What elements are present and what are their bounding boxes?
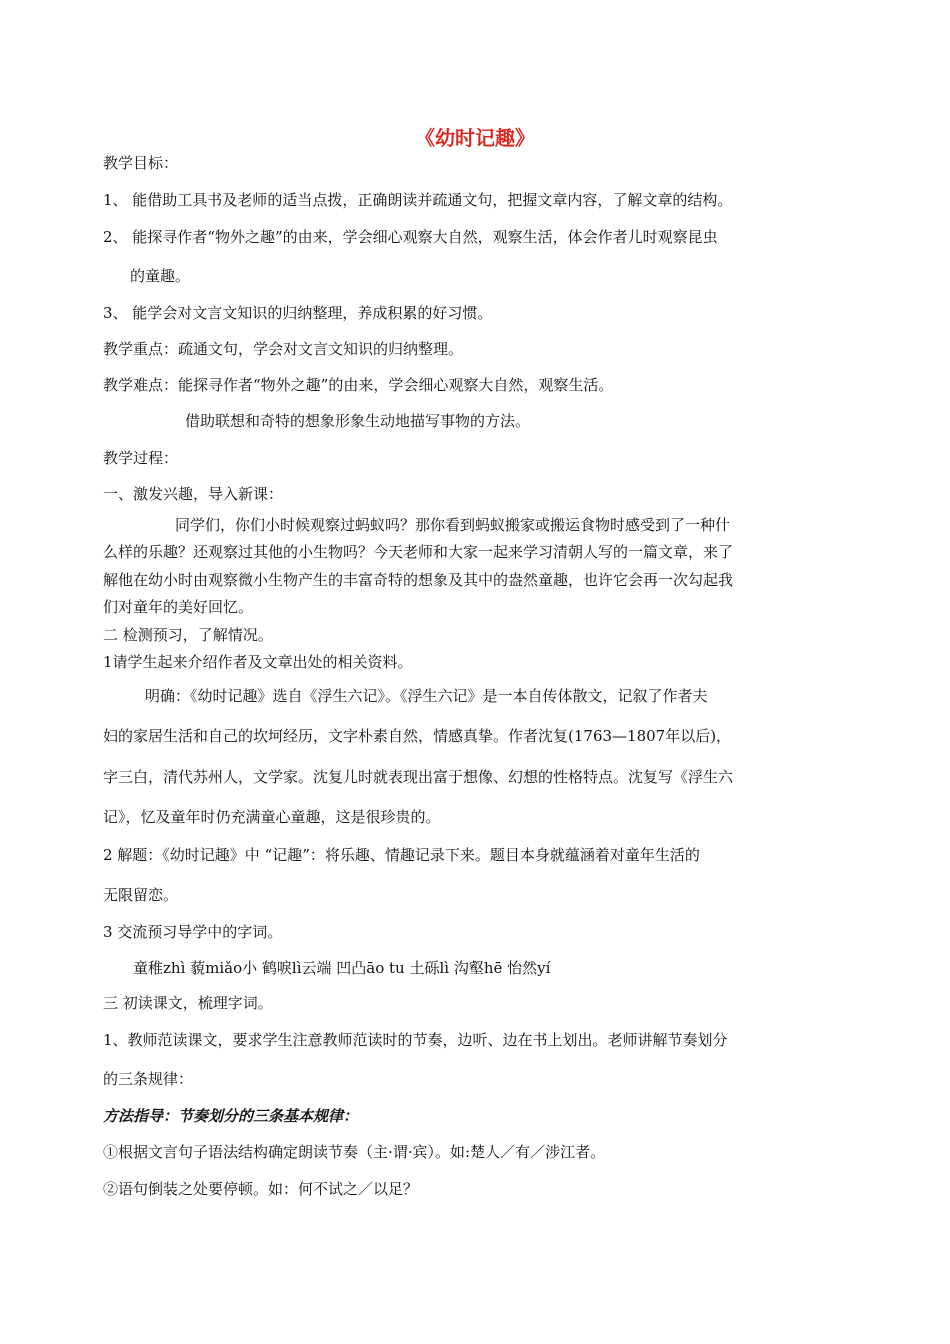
goal-2: 2、 能探寻作者“物外之趣”的由来，学会细心观察大自然，观察生活，体会作者儿时观察昆虫 bbox=[103, 228, 718, 246]
section1-heading: 一、激发兴趣，导入新课： bbox=[103, 485, 284, 503]
process-heading: 教学过程： bbox=[103, 449, 179, 467]
clarify-line-4: 记》，忆及童年时仍充满童心童趣，这是很珍贵的。 bbox=[103, 808, 441, 826]
clarify-line-2: 妇的家居生活和自己的坎坷经历，文字朴素自然，情感真挚。作者沈复(1763—1807年以后)， bbox=[103, 727, 732, 745]
rule-1: ①根据文言句子语法结构确定朗读节奏（主·谓·宾）。如:楚人／有／涉江者。 bbox=[103, 1143, 606, 1161]
clarify-line-1: 明确：《幼时记趣》选自《浮生六记》。《浮生六记》是一本自传体散文，记叙了作者夫 bbox=[145, 687, 708, 705]
item-2-cont: 无限留恋。 bbox=[103, 886, 179, 904]
section1-line-2: 么样的乐趣？还观察过其他的小生物吗？今天老师和大家一起来学习清朝人写的一篇文章，来了 bbox=[103, 543, 734, 561]
section3-heading: 三 初读课文，梳理字词。 bbox=[103, 994, 273, 1012]
goal-3: 3、 能学会对文言文知识的归纳整理，养成积累的好习惯。 bbox=[103, 304, 493, 322]
goals-heading: 教学目标： bbox=[103, 154, 179, 172]
key-point: 教学重点：疏通文句，学会对文言文知识的归纳整理。 bbox=[103, 340, 464, 358]
difficulty-cont: 借助联想和奇特的想象形象生动地描写事物的方法。 bbox=[185, 412, 531, 430]
rule-2: ②语句倒装之处要停顿。如：何不试之／以足？ bbox=[103, 1180, 419, 1198]
section1-line-1: 同学们，你们小时候观察过蚂蚁吗？那你看到蚂蚁搬家或搬运食物时感受到了一种什 bbox=[175, 516, 731, 534]
section1-line-3: 解他在幼小时由观察微小生物产生的丰富奇特的想象及其中的盎然童趣，也许它会再一次勾起我 bbox=[103, 571, 734, 589]
item-3: 3 交流预习导学中的字词。 bbox=[103, 923, 283, 941]
method-heading: 方法指导：节奏划分的三条基本规律： bbox=[103, 1107, 359, 1125]
vocab-list: 童稚zhì 藐miǎo小 鹤唳lì云端 凹凸āo tu 土砾lì 沟壑hē 怡然yí bbox=[133, 959, 551, 977]
document-title: 《幼时记趣》 bbox=[415, 126, 535, 150]
item-2: 2 解题：《幼时记趣》中 “记趣”：将乐趣、情趣记录下来。题目本身就蕴涵着对童年生活的 bbox=[103, 846, 700, 864]
section1-line-4: 们对童年的美好回忆。 bbox=[103, 598, 254, 616]
section3-item-1: 1、教师范读课文，要求学生注意教师范读时的节奏，边听、边在书上划出。老师讲解节奏划分 bbox=[103, 1031, 728, 1049]
goal-2-cont: 的童趣。 bbox=[130, 267, 191, 285]
item-1: 1请学生起来介绍作者及文章出处的相关资料。 bbox=[103, 653, 413, 671]
goal-1: 1、 能借助工具书及老师的适当点拨，正确朗读并疏通文句，把握文章内容，了解文章的结构。 bbox=[103, 191, 733, 209]
clarify-line-3: 字三白，清代苏州人，文学家。沈复儿时就表现出富于想像、幻想的性格特点。沈复写《浮生六 bbox=[103, 768, 734, 786]
section2-heading: 二 检测预习，了解情况。 bbox=[103, 626, 273, 644]
difficulty: 教学难点：能探寻作者“物外之趣”的由来，学会细心观察大自然，观察生活。 bbox=[103, 376, 614, 394]
section3-item-1-cont: 的三条规律： bbox=[103, 1070, 194, 1088]
